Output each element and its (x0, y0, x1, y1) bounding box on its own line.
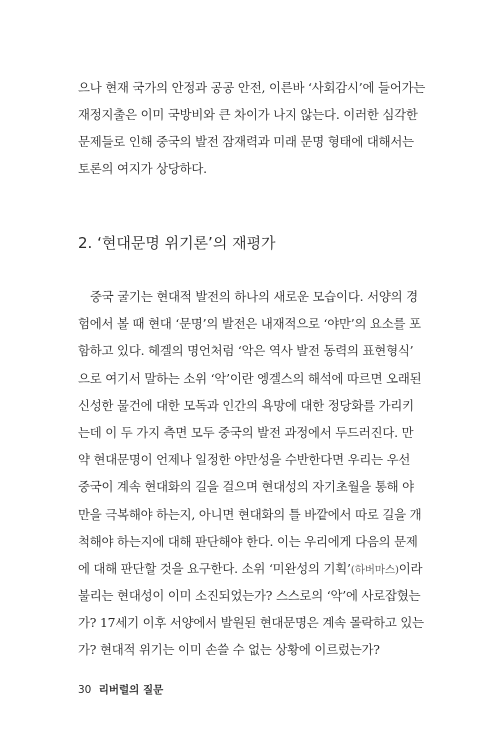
text-line: 는데 이 두 가지 측면 모두 중국의 발전 과정에서 두드러진다. 만 (78, 424, 414, 440)
text-line: 토론의 여지가 상당하다. (78, 161, 207, 176)
page-number: 30 (78, 684, 92, 696)
text-line: 중국 굴기는 현대적 발전의 하나의 새로운 모습이다. 서양의 경 (90, 289, 418, 304)
text-segment: 에 대해 판단할 것을 요구한다. 소위 ‘미완성의 기획’ (78, 560, 351, 576)
text-line: 신성한 물건에 대한 모독과 인간의 욕망에 대한 정당화를 가리키 (78, 397, 414, 413)
text-line (78, 555, 430, 582)
text-line: 재정지출은 이미 국방비와 큰 차이가 나지 않는다. 이러한 심각한 (78, 107, 418, 122)
text-line: 불리는 현대성이 이미 소진되었는가? 스스로의 ‘악’에 사로잡혔는 (78, 588, 421, 604)
text-line: 가? 17세기 이후 서양에서 발원된 현대문명은 계속 몰락하고 있는 (78, 615, 424, 631)
page-footer (78, 682, 163, 697)
text-line: 중국이 계속 현대화의 길을 걸으며 현대성의 자기초월을 통해 야 (78, 479, 414, 495)
text-line: 문제들로 인해 중국의 발전 잠재력과 미래 문명 형태에 대해서는 (78, 134, 414, 149)
text-line: 함하고 있다. 헤겔의 명언처럼 ‘악은 역사 발전 동력의 표현형식’ (78, 343, 414, 359)
annotation-note: (하버마스) (350, 563, 399, 576)
text-line: 험에서 볼 때 현대 ‘문명’의 발전은 내재적으로 ‘야만’의 요소를 포 (78, 316, 421, 332)
section-heading: 2. ‘현대문명 위기론’의 재평가 (78, 234, 276, 252)
text-segment: 이라 (398, 560, 423, 576)
text-line: 만을 극복해야 하는지, 아니면 현대화의 틀 바깥에서 따로 길을 개 (78, 506, 422, 522)
text-line: 으로 여기서 말하는 소위 ‘악’이란 엥겔스의 해석에 따르면 오래된 (78, 370, 422, 386)
text-line: 척해야 하는지에 대해 판단해야 한다. 이는 우리에게 다음의 문제 (78, 533, 418, 549)
book-title: 리버럴의 질문 (98, 684, 164, 696)
section-paragraph (78, 283, 430, 664)
paragraph-continued (78, 74, 430, 182)
text-line: 으나 현재 국가의 안정과 공공 안전, 이른바 ‘사회감시’에 들어가는 (78, 80, 426, 95)
text-line: 가? 현대적 위기는 이미 손쓸 수 없는 상황에 이르렀는가? (78, 642, 380, 658)
text-line: 약 현대문명이 언제나 일정한 야만성을 수반한다면 우리는 우선 (78, 452, 411, 468)
